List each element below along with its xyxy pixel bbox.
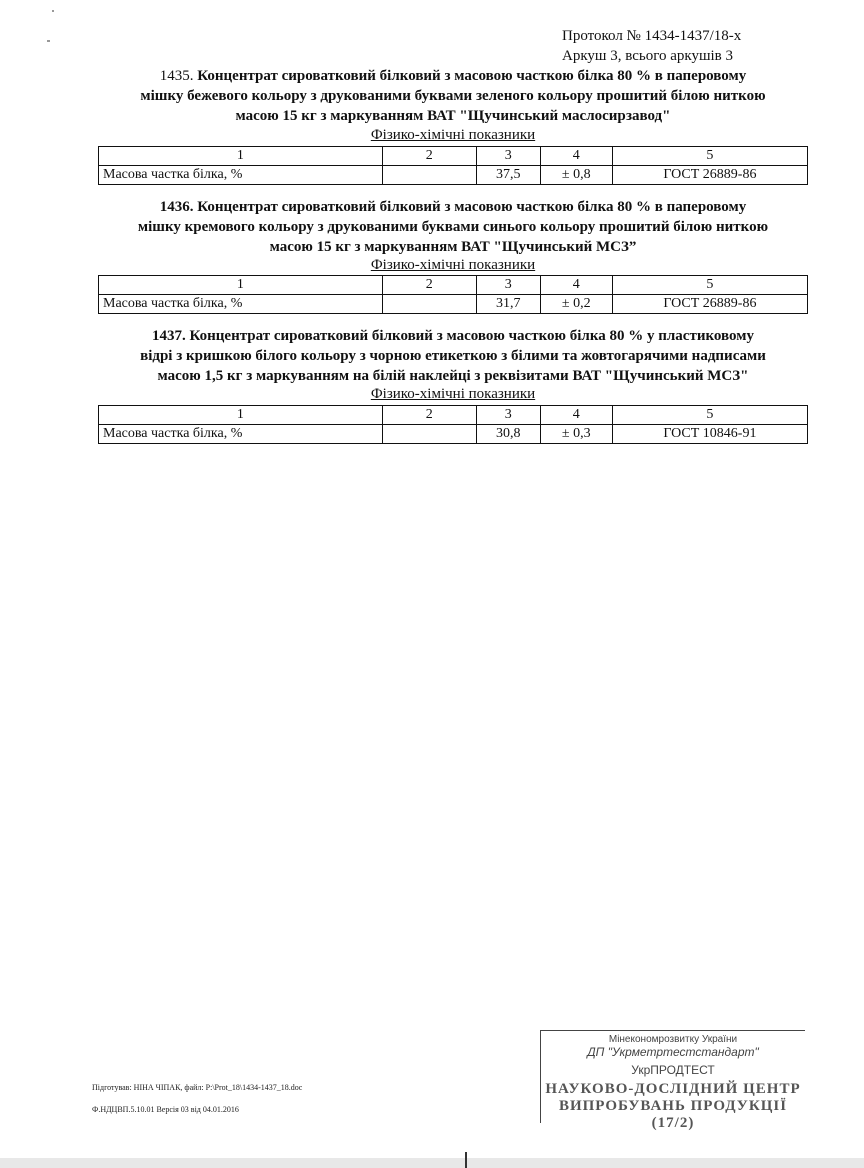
table-row [99, 166, 808, 185]
stamp-line: УкрПРОДТЕСТ [631, 1063, 715, 1077]
table-cell: Масова частка білка, % [99, 425, 383, 444]
scan-mark [465, 1152, 467, 1168]
table-cell: 37,5 [476, 166, 540, 185]
table-cell: 31,7 [476, 295, 540, 314]
table-header-cell: 1 [99, 406, 383, 425]
table-header-cell: 5 [612, 276, 807, 295]
stamp-line: Мінекономрозвитку України [608, 1034, 738, 1045]
table-header-row [99, 147, 808, 166]
table-header-cell: 1 [99, 147, 383, 166]
item-title-1436 [96, 197, 810, 257]
table-cell [382, 166, 476, 185]
organization-stamp [540, 1030, 805, 1131]
table-header-cell: 4 [540, 276, 612, 295]
sheet-info: Аркуш 3, всього аркушів 3 [562, 48, 734, 64]
item-title-line: Концентрат сироватковий білковий з масовою часткою білка 80 % у пластиковому [189, 328, 754, 344]
stamp-line: НАУКОВО-ДОСЛІДНИЙ ЦЕНТР [545, 1081, 801, 1097]
item-title-1437 [96, 326, 810, 386]
table-header-cell: 1 [99, 276, 383, 295]
item-title-line: Концентрат сироватковий білковий з масовою часткою білка 80 % в паперовому [197, 68, 747, 84]
table-header-cell: 3 [476, 147, 540, 166]
results-table-1435 [98, 146, 808, 185]
scan-speck [47, 40, 50, 42]
table-cell: ГОСТ 10846-91 [612, 425, 807, 444]
table-row [99, 425, 808, 444]
table-header-cell: 2 [382, 276, 476, 295]
section-label: Фізико-хімічні показники [370, 127, 536, 143]
table-cell: Масова частка білка, % [99, 295, 383, 314]
scan-edge [0, 1158, 864, 1168]
table-header-cell: 5 [612, 406, 807, 425]
item-title-line: масою 15 кг з маркуванням ВАТ "Щучинський МСЗ” [269, 239, 637, 255]
table-header-cell: 2 [382, 147, 476, 166]
table-cell [382, 295, 476, 314]
scan-speck [52, 10, 54, 12]
table-header-cell: 4 [540, 147, 612, 166]
table-header-row [99, 406, 808, 425]
table-header-cell: 3 [476, 276, 540, 295]
table-cell [382, 425, 476, 444]
table-cell: ГОСТ 26889-86 [612, 295, 807, 314]
table-row [99, 295, 808, 314]
item-number: 1437. [152, 328, 186, 344]
item-number: 1436. [159, 199, 194, 215]
stamp-line: ДП "Укрметртестстандарт" [587, 1045, 759, 1059]
item-title-line: відрі з кришкою білого кольору з чорною етикеткою з білими та жовтогарячими надписами [140, 348, 766, 364]
item-title-line: Концентрат сироватковий білковий з масовою часткою білка 80 % в паперовому [197, 199, 747, 215]
item-title-line: мішку кремового кольору з друкованими буквами синього кольору прошитий білою ниткою [137, 219, 769, 235]
table-cell: ± 0,2 [540, 295, 612, 314]
table-header-cell: 5 [612, 147, 807, 166]
table-cell: ГОСТ 26889-86 [612, 166, 807, 185]
table-header-row [99, 276, 808, 295]
item-title-1435 [96, 66, 810, 126]
table-header-cell: 3 [476, 406, 540, 425]
table-header-cell: 2 [382, 406, 476, 425]
item-title-line: масою 15 кг з маркуванням ВАТ "Щучинський маслосирзавод" [235, 108, 671, 124]
item-title-line: масою 1,5 кг з маркуванням на білій наклейці з реквізитами ВАТ "Щучинський МСЗ" [157, 368, 749, 384]
table-cell: 30,8 [476, 425, 540, 444]
item-title-line: мішку бежевого кольору з друкованими буквами зеленого кольору прошитий білою ниткою [140, 88, 766, 104]
table-cell: ± 0,3 [540, 425, 612, 444]
stamp-line: ВИПРОБУВАНЬ ПРОДУКЦІЇ (17/2) [558, 1098, 788, 1131]
section-label: Фізико-хімічні показники [370, 257, 536, 273]
protocol-number: Протокол № 1434-1437/18-х [562, 28, 742, 44]
table-cell: ± 0,8 [540, 166, 612, 185]
prepared-by-note: Підготував: НІНА ЧІПАК, файл: P:\Prot_18\1434-1437_18.doc [92, 1083, 303, 1092]
form-version-note: Ф.НДЦВП.5.10.01 Версія 03 від 04.01.2016 [92, 1105, 239, 1114]
results-table-1436 [98, 275, 808, 314]
results-table-1437 [98, 405, 808, 444]
section-label: Фізико-хімічні показники [370, 386, 536, 402]
item-number: 1435. [159, 68, 194, 84]
document-header [562, 26, 802, 66]
table-header-cell: 4 [540, 406, 612, 425]
table-cell: Масова частка білка, % [99, 166, 383, 185]
